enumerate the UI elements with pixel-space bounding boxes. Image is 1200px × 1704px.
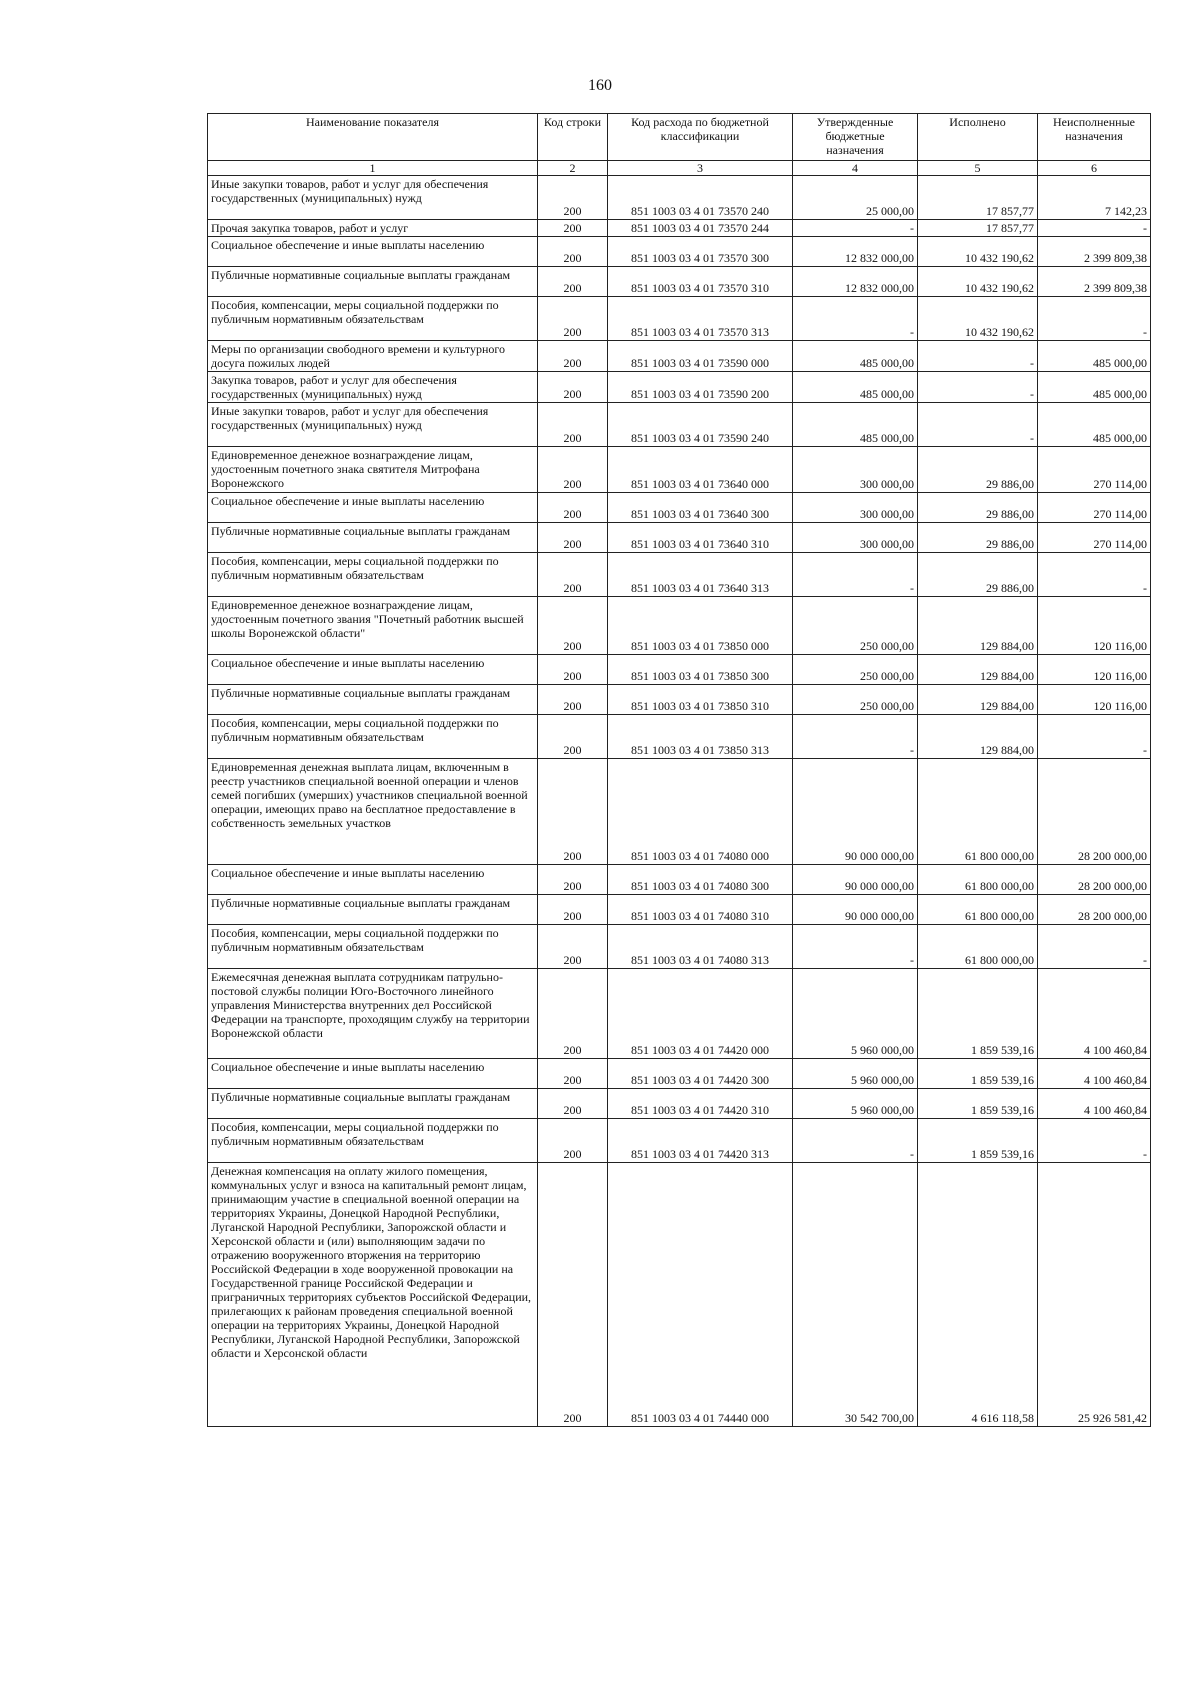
indicator-name-cell: Публичные нормативные социальные выплаты гражданам [208, 685, 538, 715]
executed-amount-cell: 29 886,00 [918, 493, 1038, 523]
line-code-cell: 200 [538, 523, 608, 553]
table-row [208, 1119, 1151, 1163]
executed-amount-cell: 61 800 000,00 [918, 865, 1038, 895]
unexecuted-amount-cell: 270 114,00 [1038, 447, 1151, 493]
executed-amount-cell: 29 886,00 [918, 523, 1038, 553]
approved-amount-cell: 12 832 000,00 [793, 267, 918, 297]
indicator-name-cell: Пособия, компенсации, меры социальной поддержки по публичным нормативным обязательствам [208, 1119, 538, 1163]
line-code-cell: 200 [538, 341, 608, 372]
table-row [208, 865, 1151, 895]
expense-code-cell: 851 1003 03 4 01 73640 310 [608, 523, 793, 553]
approved-amount-cell: 485 000,00 [793, 372, 918, 403]
executed-amount-cell: 129 884,00 [918, 655, 1038, 685]
table-row [208, 1163, 1151, 1427]
executed-amount-cell: 10 432 190,62 [918, 237, 1038, 267]
indicator-name-cell: Иные закупки товаров, работ и услуг для обеспечения государственных (муниципальных) нужд [208, 403, 538, 447]
column-number: 1 [208, 161, 538, 176]
table-row [208, 523, 1151, 553]
expense-code-cell: 851 1003 03 4 01 73590 000 [608, 341, 793, 372]
unexecuted-amount-cell: - [1038, 1119, 1151, 1163]
table-row [208, 176, 1151, 220]
table-row [208, 895, 1151, 925]
approved-amount-cell: 5 960 000,00 [793, 1089, 918, 1119]
approved-amount-cell: - [793, 297, 918, 341]
table-row [208, 715, 1151, 759]
indicator-name-cell: Публичные нормативные социальные выплаты гражданам [208, 267, 538, 297]
line-code-cell: 200 [538, 597, 608, 655]
unexecuted-amount-cell: 7 142,23 [1038, 176, 1151, 220]
line-code-cell: 200 [538, 176, 608, 220]
executed-amount-cell: 1 859 539,16 [918, 969, 1038, 1059]
expense-code-cell: 851 1003 03 4 01 73590 240 [608, 403, 793, 447]
expense-code-cell: 851 1003 03 4 01 74420 313 [608, 1119, 793, 1163]
indicator-name-cell: Пособия, компенсации, меры социальной поддержки по публичным нормативным обязательствам [208, 925, 538, 969]
approved-amount-cell: 300 000,00 [793, 447, 918, 493]
header-indicator-name: Наименование показателя [208, 114, 538, 161]
executed-amount-cell: 129 884,00 [918, 715, 1038, 759]
approved-amount-cell: 12 832 000,00 [793, 237, 918, 267]
table-row [208, 372, 1151, 403]
unexecuted-amount-cell: 485 000,00 [1038, 341, 1151, 372]
line-code-cell: 200 [538, 220, 608, 237]
unexecuted-amount-cell: 4 100 460,84 [1038, 1089, 1151, 1119]
indicator-name-cell: Публичные нормативные социальные выплаты гражданам [208, 523, 538, 553]
unexecuted-amount-cell: - [1038, 925, 1151, 969]
executed-amount-cell: - [918, 403, 1038, 447]
executed-amount-cell: 129 884,00 [918, 597, 1038, 655]
column-number: 2 [538, 161, 608, 176]
table-row [208, 685, 1151, 715]
unexecuted-amount-cell: - [1038, 220, 1151, 237]
indicator-name-cell: Публичные нормативные социальные выплаты гражданам [208, 1089, 538, 1119]
indicator-name-cell: Социальное обеспечение и иные выплаты населению [208, 493, 538, 523]
indicator-name-cell: Единовременное денежное вознаграждение лицам, удостоенным почетного звания "Почетный работник высшей школы Воронежской области" [208, 597, 538, 655]
line-code-cell: 200 [538, 865, 608, 895]
line-code-cell: 200 [538, 297, 608, 341]
unexecuted-amount-cell: 270 114,00 [1038, 493, 1151, 523]
expense-code-cell: 851 1003 03 4 01 74080 300 [608, 865, 793, 895]
table-row [208, 969, 1151, 1059]
line-code-cell: 200 [538, 267, 608, 297]
expense-code-cell: 851 1003 03 4 01 73850 300 [608, 655, 793, 685]
unexecuted-amount-cell: - [1038, 297, 1151, 341]
table-row [208, 220, 1151, 237]
approved-amount-cell: 300 000,00 [793, 523, 918, 553]
line-code-cell: 200 [538, 1163, 608, 1427]
indicator-name-cell: Прочая закупка товаров, работ и услуг [208, 220, 538, 237]
executed-amount-cell: 29 886,00 [918, 447, 1038, 493]
indicator-name-cell: Пособия, компенсации, меры социальной поддержки по публичным нормативным обязательствам [208, 297, 538, 341]
table-row [208, 655, 1151, 685]
unexecuted-amount-cell: 4 100 460,84 [1038, 969, 1151, 1059]
approved-amount-cell: - [793, 1119, 918, 1163]
header-approved: Утвержденные бюджетные назначения [793, 114, 918, 161]
table-row [208, 403, 1151, 447]
indicator-name-cell: Социальное обеспечение и иные выплаты населению [208, 237, 538, 267]
header-executed: Исполнено [918, 114, 1038, 161]
column-numbers-row [208, 161, 1151, 176]
unexecuted-amount-cell: 120 116,00 [1038, 655, 1151, 685]
indicator-name-cell: Социальное обеспечение и иные выплаты населению [208, 655, 538, 685]
executed-amount-cell: 17 857,77 [918, 176, 1038, 220]
executed-amount-cell: 17 857,77 [918, 220, 1038, 237]
table-row [208, 341, 1151, 372]
column-number: 6 [1038, 161, 1151, 176]
expense-code-cell: 851 1003 03 4 01 74080 313 [608, 925, 793, 969]
expense-code-cell: 851 1003 03 4 01 73570 244 [608, 220, 793, 237]
approved-amount-cell: 250 000,00 [793, 685, 918, 715]
expense-code-cell: 851 1003 03 4 01 74080 310 [608, 895, 793, 925]
approved-amount-cell: 25 000,00 [793, 176, 918, 220]
executed-amount-cell: 129 884,00 [918, 685, 1038, 715]
line-code-cell: 200 [538, 969, 608, 1059]
indicator-name-cell: Единовременная денежная выплата лицам, включенным в реестр участников специальной военной операции и членов семей погибших (умерших) участников специальной военной операции, имеющих право на бесплатное предоставление в собственность земельных участков [208, 759, 538, 865]
expense-code-cell: 851 1003 03 4 01 73850 313 [608, 715, 793, 759]
approved-amount-cell: 90 000 000,00 [793, 895, 918, 925]
table-row [208, 267, 1151, 297]
executed-amount-cell: - [918, 372, 1038, 403]
column-number: 4 [793, 161, 918, 176]
approved-amount-cell: 485 000,00 [793, 403, 918, 447]
executed-amount-cell: 61 800 000,00 [918, 759, 1038, 865]
indicator-name-cell: Ежемесячная денежная выплата сотрудникам патрульно-постовой службы полиции Юго-Восточного линейного управления Министерства внутренних дел Российской Федерации на транспорте, проходящим службу на территории Воронежской области [208, 969, 538, 1059]
table-row [208, 237, 1151, 267]
column-number: 3 [608, 161, 793, 176]
expense-code-cell: 851 1003 03 4 01 73570 313 [608, 297, 793, 341]
executed-amount-cell: 61 800 000,00 [918, 925, 1038, 969]
line-code-cell: 200 [538, 715, 608, 759]
executed-amount-cell: 1 859 539,16 [918, 1059, 1038, 1089]
approved-amount-cell: 485 000,00 [793, 341, 918, 372]
line-code-cell: 200 [538, 655, 608, 685]
table-row [208, 493, 1151, 523]
indicator-name-cell: Социальное обеспечение и иные выплаты населению [208, 1059, 538, 1089]
expense-code-cell: 851 1003 03 4 01 73570 300 [608, 237, 793, 267]
executed-amount-cell: 10 432 190,62 [918, 297, 1038, 341]
unexecuted-amount-cell: 2 399 809,38 [1038, 267, 1151, 297]
line-code-cell: 200 [538, 237, 608, 267]
budget-execution-table [207, 113, 1151, 1427]
expense-code-cell: 851 1003 03 4 01 74080 000 [608, 759, 793, 865]
indicator-name-cell: Единовременное денежное вознаграждение лицам, удостоенным почетного знака святителя Митрофана Воронежского [208, 447, 538, 493]
executed-amount-cell: 1 859 539,16 [918, 1119, 1038, 1163]
approved-amount-cell: - [793, 715, 918, 759]
table-row [208, 925, 1151, 969]
indicator-name-cell: Денежная компенсация на оплату жилого помещения, коммунальных услуг и взноса на капитальный ремонт лицам, принимающим участие в специальной военной операции на территориях Украины, Донецкой Народной Республики, Луганской Народной Республики, Запорожской области и Херсонской области и (или) выполняющим задачи по отражению вооруженного вторжения на территорию Российской Федерации в ходе вооруженной провокации на Государственной границе Российской Федерации и приграничных территориях субъектов Российской Федерации, прилегающих к районам проведения специальной военной операции на территориях Украины, Донецкой Народной Республики, Луганской Народной Республики, Запорожской области и Херсонской области [208, 1163, 538, 1427]
line-code-cell: 200 [538, 685, 608, 715]
expense-code-cell: 851 1003 03 4 01 74440 000 [608, 1163, 793, 1427]
line-code-cell: 200 [538, 372, 608, 403]
indicator-name-cell: Закупка товаров, работ и услуг для обеспечения государственных (муниципальных) нужд [208, 372, 538, 403]
unexecuted-amount-cell: 485 000,00 [1038, 372, 1151, 403]
line-code-cell: 200 [538, 1089, 608, 1119]
approved-amount-cell: 90 000 000,00 [793, 865, 918, 895]
header-expense-code: Код расхода по бюджетной классификации [608, 114, 793, 161]
indicator-name-cell: Пособия, компенсации, меры социальной поддержки по публичным нормативным обязательствам [208, 715, 538, 759]
approved-amount-cell: - [793, 925, 918, 969]
unexecuted-amount-cell: 28 200 000,00 [1038, 865, 1151, 895]
approved-amount-cell: 90 000 000,00 [793, 759, 918, 865]
table-row [208, 447, 1151, 493]
unexecuted-amount-cell: - [1038, 715, 1151, 759]
unexecuted-amount-cell: 28 200 000,00 [1038, 759, 1151, 865]
table-row [208, 553, 1151, 597]
table-row [208, 759, 1151, 865]
table-row [208, 597, 1151, 655]
approved-amount-cell: 5 960 000,00 [793, 1059, 918, 1089]
table-row [208, 1059, 1151, 1089]
line-code-cell: 200 [538, 1059, 608, 1089]
approved-amount-cell: 250 000,00 [793, 597, 918, 655]
line-code-cell: 200 [538, 895, 608, 925]
table-body [208, 176, 1151, 1427]
expense-code-cell: 851 1003 03 4 01 73850 000 [608, 597, 793, 655]
page-number: 160 [588, 77, 612, 94]
expense-code-cell: 851 1003 03 4 01 73570 240 [608, 176, 793, 220]
indicator-name-cell: Пособия, компенсации, меры социальной поддержки по публичным нормативным обязательствам [208, 553, 538, 597]
unexecuted-amount-cell: 270 114,00 [1038, 523, 1151, 553]
line-code-cell: 200 [538, 759, 608, 865]
approved-amount-cell: 250 000,00 [793, 655, 918, 685]
executed-amount-cell: 29 886,00 [918, 553, 1038, 597]
approved-amount-cell: - [793, 553, 918, 597]
executed-amount-cell: 10 432 190,62 [918, 267, 1038, 297]
column-number: 5 [918, 161, 1038, 176]
line-code-cell: 200 [538, 925, 608, 969]
executed-amount-cell: 4 616 118,58 [918, 1163, 1038, 1427]
expense-code-cell: 851 1003 03 4 01 74420 300 [608, 1059, 793, 1089]
unexecuted-amount-cell: 120 116,00 [1038, 597, 1151, 655]
header-row [208, 114, 1151, 161]
indicator-name-cell: Меры по организации свободного времени и культурного досуга пожилых людей [208, 341, 538, 372]
approved-amount-cell: 30 542 700,00 [793, 1163, 918, 1427]
header-unexecuted: Неисполненные назначения [1038, 114, 1151, 161]
unexecuted-amount-cell: 25 926 581,42 [1038, 1163, 1151, 1427]
table-row [208, 1089, 1151, 1119]
expense-code-cell: 851 1003 03 4 01 73640 300 [608, 493, 793, 523]
unexecuted-amount-cell: 485 000,00 [1038, 403, 1151, 447]
unexecuted-amount-cell: 4 100 460,84 [1038, 1059, 1151, 1089]
approved-amount-cell: 5 960 000,00 [793, 969, 918, 1059]
unexecuted-amount-cell: - [1038, 553, 1151, 597]
approved-amount-cell: - [793, 220, 918, 237]
table-row [208, 297, 1151, 341]
line-code-cell: 200 [538, 447, 608, 493]
expense-code-cell: 851 1003 03 4 01 73850 310 [608, 685, 793, 715]
expense-code-cell: 851 1003 03 4 01 73640 313 [608, 553, 793, 597]
line-code-cell: 200 [538, 493, 608, 523]
unexecuted-amount-cell: 2 399 809,38 [1038, 237, 1151, 267]
indicator-name-cell: Публичные нормативные социальные выплаты гражданам [208, 895, 538, 925]
indicator-name-cell: Социальное обеспечение и иные выплаты населению [208, 865, 538, 895]
expense-code-cell: 851 1003 03 4 01 73570 310 [608, 267, 793, 297]
executed-amount-cell: - [918, 341, 1038, 372]
unexecuted-amount-cell: 120 116,00 [1038, 685, 1151, 715]
line-code-cell: 200 [538, 403, 608, 447]
expense-code-cell: 851 1003 03 4 01 74420 000 [608, 969, 793, 1059]
expense-code-cell: 851 1003 03 4 01 73640 000 [608, 447, 793, 493]
header-line-code: Код строки [538, 114, 608, 161]
line-code-cell: 200 [538, 553, 608, 597]
executed-amount-cell: 1 859 539,16 [918, 1089, 1038, 1119]
expense-code-cell: 851 1003 03 4 01 74420 310 [608, 1089, 793, 1119]
approved-amount-cell: 300 000,00 [793, 493, 918, 523]
executed-amount-cell: 61 800 000,00 [918, 895, 1038, 925]
indicator-name-cell: Иные закупки товаров, работ и услуг для обеспечения государственных (муниципальных) нужд [208, 176, 538, 220]
unexecuted-amount-cell: 28 200 000,00 [1038, 895, 1151, 925]
line-code-cell: 200 [538, 1119, 608, 1163]
expense-code-cell: 851 1003 03 4 01 73590 200 [608, 372, 793, 403]
